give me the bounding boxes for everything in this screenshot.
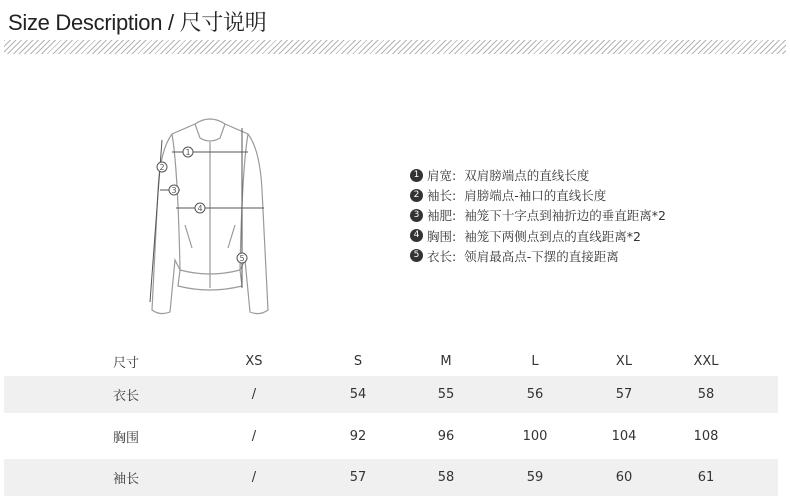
legend-label: 肩宽: [427, 168, 457, 184]
header-cell: XXL [693, 353, 719, 369]
header-cell: S [353, 353, 363, 369]
table-cell: 56 [526, 387, 544, 402]
legend-item [410, 205, 666, 225]
table-cell: 55 [437, 387, 455, 402]
number-4-icon: 4 [410, 229, 423, 242]
table-cell: / [251, 470, 257, 485]
table-cell: 96 [437, 428, 455, 444]
table-row [4, 413, 778, 459]
table-cell: 衣长 [112, 389, 139, 404]
legend-item [410, 185, 666, 205]
measurement-legend [410, 165, 666, 266]
table-cell: 92 [349, 428, 367, 444]
table-cell: 104 [611, 428, 637, 444]
number-2-icon: 2 [410, 189, 423, 202]
header-cell: L [531, 353, 539, 369]
legend-desc: 肩膀端点-袖口的直线长度 [464, 188, 607, 204]
table-cell: 57 [349, 470, 367, 485]
table-cell: / [251, 387, 257, 402]
hatched-divider [4, 40, 786, 54]
table-cell: / [251, 428, 257, 444]
header-cell: M [440, 353, 452, 369]
table-cell: 60 [615, 470, 633, 485]
legend-desc: 袖笼下十字点到袖折边的垂直距离*2 [464, 208, 666, 224]
table-cell: 58 [697, 387, 715, 402]
legend-desc: 领肩最高点-下摆的直接距离 [464, 248, 619, 264]
table-cell: 54 [349, 387, 367, 402]
legend-desc: 袖笼下两侧点到点的直线距离*2 [464, 228, 641, 244]
legend-desc: 双肩膀端点的直线长度 [464, 168, 590, 184]
marker-3-label: 3 [171, 186, 177, 195]
legend-item [410, 165, 666, 185]
legend-label: 袖肥: [427, 208, 457, 224]
table-row [4, 459, 778, 496]
table-cell: 100 [522, 428, 548, 444]
table-cell: 袖长 [112, 472, 139, 487]
marker-1-label: 1 [185, 148, 191, 157]
legend-item [410, 226, 666, 246]
table-cell: 57 [615, 387, 633, 402]
table-cell: 108 [693, 428, 719, 444]
number-3-icon: 3 [410, 209, 423, 222]
page-title: Size Description / 尺寸说明 [8, 10, 267, 35]
table-cell: 58 [437, 470, 455, 485]
number-5-icon: 5 [410, 249, 423, 262]
marker-4-label: 4 [197, 204, 203, 213]
marker-5-label: 5 [239, 254, 245, 263]
legend-item [410, 246, 666, 266]
header-cell: XS [245, 353, 263, 369]
header-cell: 尺寸 [112, 355, 139, 371]
table-cell: 61 [697, 470, 715, 485]
number-1-icon: 1 [410, 169, 423, 182]
legend-label: 胸围: [427, 228, 457, 244]
legend-label: 袖长: [427, 188, 457, 204]
header-cell: XL [615, 353, 633, 369]
table-cell: 59 [526, 470, 544, 485]
legend-label: 衣长: [427, 248, 457, 264]
marker-2-label: 2 [159, 163, 165, 172]
table-row [4, 376, 778, 413]
table-header-row [4, 346, 778, 376]
jacket-diagram [130, 110, 290, 320]
table-cell: 胸围 [112, 430, 139, 446]
size-table [4, 346, 778, 496]
